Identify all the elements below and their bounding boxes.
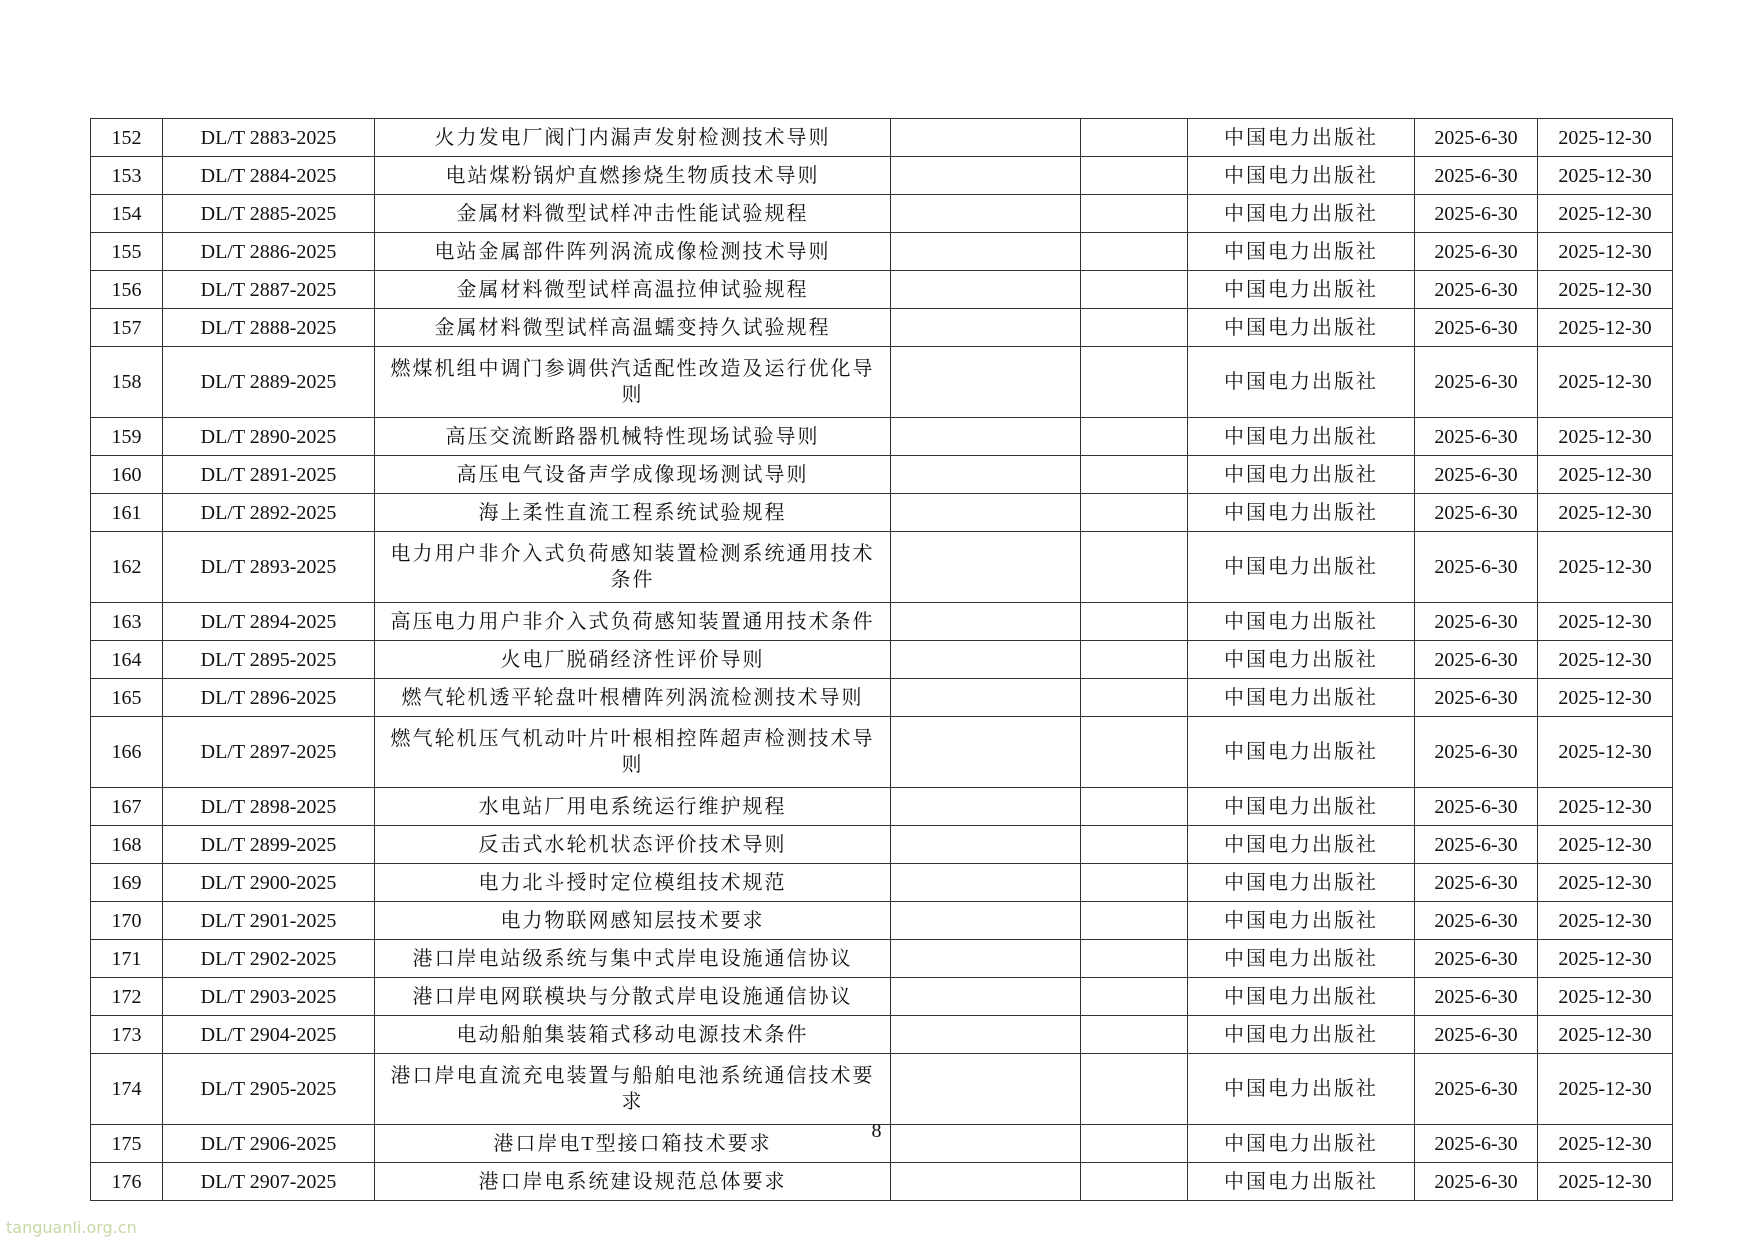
table-row <box>91 641 1673 679</box>
cell-blank-b <box>1081 347 1188 418</box>
table-row <box>91 1054 1673 1125</box>
cell-release-date: 2025-6-30 <box>1415 679 1538 717</box>
cell-publisher: 中国电力出版社 <box>1188 309 1415 347</box>
cell-blank-a <box>891 271 1081 309</box>
cell-number: 163 <box>91 603 163 641</box>
page-number: 8 <box>871 1120 882 1142</box>
cell-publisher: 中国电力出版社 <box>1188 679 1415 717</box>
cell-blank-b <box>1081 195 1188 233</box>
cell-blank-a <box>891 157 1081 195</box>
cell-release-date: 2025-6-30 <box>1415 532 1538 603</box>
table-row <box>91 233 1673 271</box>
cell-standard-code: DL/T 2902-2025 <box>163 940 375 978</box>
table-row <box>91 532 1673 603</box>
cell-effective-date: 2025-12-30 <box>1538 347 1673 418</box>
cell-standard-code: DL/T 2895-2025 <box>163 641 375 679</box>
cell-standard-name: 电动船舶集装箱式移动电源技术条件 <box>375 1016 891 1054</box>
cell-standard-name: 港口岸电直流充电装置与船舶电池系统通信技术要求 <box>375 1054 891 1125</box>
cell-effective-date: 2025-12-30 <box>1538 826 1673 864</box>
cell-blank-b <box>1081 1054 1188 1125</box>
cell-standard-code: DL/T 2886-2025 <box>163 233 375 271</box>
cell-effective-date: 2025-12-30 <box>1538 119 1673 157</box>
cell-publisher: 中国电力出版社 <box>1188 456 1415 494</box>
cell-number: 165 <box>91 679 163 717</box>
cell-blank-a <box>891 456 1081 494</box>
cell-publisher: 中国电力出版社 <box>1188 1163 1415 1201</box>
cell-release-date: 2025-6-30 <box>1415 157 1538 195</box>
table-row <box>91 826 1673 864</box>
cell-publisher: 中国电力出版社 <box>1188 902 1415 940</box>
cell-effective-date: 2025-12-30 <box>1538 717 1673 788</box>
cell-standard-name: 金属材料微型试样高温拉伸试验规程 <box>375 271 891 309</box>
cell-standard-name: 高压电力用户非介入式负荷感知装置通用技术条件 <box>375 603 891 641</box>
cell-standard-name: 反击式水轮机状态评价技术导则 <box>375 826 891 864</box>
cell-blank-b <box>1081 902 1188 940</box>
cell-release-date: 2025-6-30 <box>1415 864 1538 902</box>
cell-effective-date: 2025-12-30 <box>1538 271 1673 309</box>
cell-blank-a <box>891 1163 1081 1201</box>
cell-publisher: 中国电力出版社 <box>1188 195 1415 233</box>
cell-standard-name: 金属材料微型试样冲击性能试验规程 <box>375 195 891 233</box>
cell-publisher: 中国电力出版社 <box>1188 978 1415 1016</box>
cell-release-date: 2025-6-30 <box>1415 309 1538 347</box>
cell-release-date: 2025-6-30 <box>1415 1054 1538 1125</box>
cell-number: 176 <box>91 1163 163 1201</box>
cell-standard-name: 高压交流断路器机械特性现场试验导则 <box>375 418 891 456</box>
cell-effective-date: 2025-12-30 <box>1538 679 1673 717</box>
cell-effective-date: 2025-12-30 <box>1538 532 1673 603</box>
cell-release-date: 2025-6-30 <box>1415 1163 1538 1201</box>
cell-publisher: 中国电力出版社 <box>1188 1054 1415 1125</box>
cell-release-date: 2025-6-30 <box>1415 902 1538 940</box>
table-row <box>91 717 1673 788</box>
cell-effective-date: 2025-12-30 <box>1538 1163 1673 1201</box>
cell-blank-a <box>891 603 1081 641</box>
cell-blank-b <box>1081 1163 1188 1201</box>
table-row <box>91 1016 1673 1054</box>
cell-blank-a <box>891 826 1081 864</box>
cell-standard-name: 电站金属部件阵列涡流成像检测技术导则 <box>375 233 891 271</box>
cell-number: 170 <box>91 902 163 940</box>
cell-number: 152 <box>91 119 163 157</box>
cell-blank-a <box>891 679 1081 717</box>
cell-standard-code: DL/T 2898-2025 <box>163 788 375 826</box>
cell-standard-name: 电力物联网感知层技术要求 <box>375 902 891 940</box>
cell-number: 160 <box>91 456 163 494</box>
table-row <box>91 494 1673 532</box>
cell-publisher: 中国电力出版社 <box>1188 157 1415 195</box>
cell-release-date: 2025-6-30 <box>1415 603 1538 641</box>
cell-effective-date: 2025-12-30 <box>1538 788 1673 826</box>
cell-publisher: 中国电力出版社 <box>1188 940 1415 978</box>
cell-publisher: 中国电力出版社 <box>1188 532 1415 603</box>
cell-publisher: 中国电力出版社 <box>1188 1125 1415 1163</box>
cell-blank-b <box>1081 788 1188 826</box>
cell-blank-a <box>891 1016 1081 1054</box>
cell-standard-name: 电力北斗授时定位模组技术规范 <box>375 864 891 902</box>
cell-blank-b <box>1081 717 1188 788</box>
cell-effective-date: 2025-12-30 <box>1538 603 1673 641</box>
cell-blank-a <box>891 864 1081 902</box>
cell-publisher: 中国电力出版社 <box>1188 864 1415 902</box>
cell-effective-date: 2025-12-30 <box>1538 309 1673 347</box>
cell-blank-b <box>1081 532 1188 603</box>
cell-blank-b <box>1081 494 1188 532</box>
cell-effective-date: 2025-12-30 <box>1538 940 1673 978</box>
cell-publisher: 中国电力出版社 <box>1188 271 1415 309</box>
cell-standard-code: DL/T 2887-2025 <box>163 271 375 309</box>
table-row <box>91 1163 1673 1201</box>
cell-standard-code: DL/T 2897-2025 <box>163 717 375 788</box>
table-row <box>91 418 1673 456</box>
cell-number: 156 <box>91 271 163 309</box>
cell-blank-b <box>1081 679 1188 717</box>
cell-effective-date: 2025-12-30 <box>1538 1125 1673 1163</box>
cell-release-date: 2025-6-30 <box>1415 233 1538 271</box>
cell-blank-a <box>891 494 1081 532</box>
watermark: tanguanli.org.cn <box>6 1218 137 1237</box>
cell-standard-code: DL/T 2896-2025 <box>163 679 375 717</box>
cell-effective-date: 2025-12-30 <box>1538 456 1673 494</box>
cell-blank-b <box>1081 940 1188 978</box>
cell-standard-code: DL/T 2883-2025 <box>163 119 375 157</box>
cell-publisher: 中国电力出版社 <box>1188 233 1415 271</box>
cell-number: 169 <box>91 864 163 902</box>
cell-release-date: 2025-6-30 <box>1415 1125 1538 1163</box>
cell-effective-date: 2025-12-30 <box>1538 233 1673 271</box>
cell-blank-a <box>891 418 1081 456</box>
cell-standard-name: 燃气轮机压气机动叶片叶根相控阵超声检测技术导则 <box>375 717 891 788</box>
table-row <box>91 864 1673 902</box>
table-row <box>91 157 1673 195</box>
cell-number: 159 <box>91 418 163 456</box>
cell-blank-b <box>1081 456 1188 494</box>
standards-table-body <box>91 119 1673 1201</box>
cell-blank-a <box>891 641 1081 679</box>
cell-standard-code: DL/T 2884-2025 <box>163 157 375 195</box>
cell-blank-a <box>891 902 1081 940</box>
cell-publisher: 中国电力出版社 <box>1188 347 1415 418</box>
cell-blank-b <box>1081 418 1188 456</box>
cell-standard-code: DL/T 2907-2025 <box>163 1163 375 1201</box>
cell-standard-code: DL/T 2901-2025 <box>163 902 375 940</box>
cell-blank-b <box>1081 826 1188 864</box>
cell-release-date: 2025-6-30 <box>1415 788 1538 826</box>
cell-number: 154 <box>91 195 163 233</box>
cell-release-date: 2025-6-30 <box>1415 826 1538 864</box>
cell-number: 166 <box>91 717 163 788</box>
cell-effective-date: 2025-12-30 <box>1538 1054 1673 1125</box>
table-row <box>91 119 1673 157</box>
cell-release-date: 2025-6-30 <box>1415 940 1538 978</box>
cell-blank-a <box>891 940 1081 978</box>
cell-release-date: 2025-6-30 <box>1415 456 1538 494</box>
cell-standard-name: 港口岸电网联模块与分散式岸电设施通信协议 <box>375 978 891 1016</box>
table-row <box>91 788 1673 826</box>
table-row <box>91 195 1673 233</box>
cell-effective-date: 2025-12-30 <box>1538 195 1673 233</box>
cell-release-date: 2025-6-30 <box>1415 347 1538 418</box>
cell-blank-b <box>1081 641 1188 679</box>
cell-release-date: 2025-6-30 <box>1415 641 1538 679</box>
cell-number: 164 <box>91 641 163 679</box>
cell-blank-a <box>891 195 1081 233</box>
cell-blank-b <box>1081 309 1188 347</box>
cell-effective-date: 2025-12-30 <box>1538 641 1673 679</box>
cell-effective-date: 2025-12-30 <box>1538 978 1673 1016</box>
cell-standard-code: DL/T 2900-2025 <box>163 864 375 902</box>
cell-blank-a <box>891 717 1081 788</box>
cell-release-date: 2025-6-30 <box>1415 978 1538 1016</box>
cell-blank-a <box>891 978 1081 1016</box>
cell-standard-code: DL/T 2892-2025 <box>163 494 375 532</box>
cell-standard-code: DL/T 2899-2025 <box>163 826 375 864</box>
cell-publisher: 中国电力出版社 <box>1188 418 1415 456</box>
cell-release-date: 2025-6-30 <box>1415 195 1538 233</box>
cell-number: 171 <box>91 940 163 978</box>
cell-blank-a <box>891 788 1081 826</box>
table-row <box>91 271 1673 309</box>
cell-standard-code: DL/T 2893-2025 <box>163 532 375 603</box>
cell-blank-a <box>891 532 1081 603</box>
cell-blank-a <box>891 233 1081 271</box>
cell-standard-code: DL/T 2885-2025 <box>163 195 375 233</box>
cell-number: 172 <box>91 978 163 1016</box>
cell-publisher: 中国电力出版社 <box>1188 119 1415 157</box>
table-row <box>91 603 1673 641</box>
cell-blank-a <box>891 347 1081 418</box>
cell-publisher: 中国电力出版社 <box>1188 641 1415 679</box>
cell-number: 158 <box>91 347 163 418</box>
cell-effective-date: 2025-12-30 <box>1538 864 1673 902</box>
table-row <box>91 679 1673 717</box>
cell-publisher: 中国电力出版社 <box>1188 788 1415 826</box>
cell-effective-date: 2025-12-30 <box>1538 902 1673 940</box>
cell-blank-b <box>1081 864 1188 902</box>
cell-blank-b <box>1081 271 1188 309</box>
cell-number: 157 <box>91 309 163 347</box>
cell-standard-name: 电力用户非介入式负荷感知装置检测系统通用技术条件 <box>375 532 891 603</box>
standards-table <box>90 118 1673 1201</box>
cell-publisher: 中国电力出版社 <box>1188 603 1415 641</box>
cell-standard-name: 电站煤粉锅炉直燃掺烧生物质技术导则 <box>375 157 891 195</box>
cell-blank-a <box>891 309 1081 347</box>
cell-number: 173 <box>91 1016 163 1054</box>
cell-effective-date: 2025-12-30 <box>1538 418 1673 456</box>
cell-blank-b <box>1081 157 1188 195</box>
table-row <box>91 978 1673 1016</box>
table-row <box>91 456 1673 494</box>
cell-standard-code: DL/T 2906-2025 <box>163 1125 375 1163</box>
table-row <box>91 940 1673 978</box>
cell-number: 175 <box>91 1125 163 1163</box>
cell-release-date: 2025-6-30 <box>1415 119 1538 157</box>
cell-standard-code: DL/T 2888-2025 <box>163 309 375 347</box>
cell-standard-name: 港口岸电系统建设规范总体要求 <box>375 1163 891 1201</box>
cell-number: 167 <box>91 788 163 826</box>
cell-publisher: 中国电力出版社 <box>1188 494 1415 532</box>
cell-standard-code: DL/T 2891-2025 <box>163 456 375 494</box>
cell-standard-code: DL/T 2890-2025 <box>163 418 375 456</box>
cell-standard-name: 高压电气设备声学成像现场测试导则 <box>375 456 891 494</box>
cell-release-date: 2025-6-30 <box>1415 717 1538 788</box>
cell-standard-code: DL/T 2903-2025 <box>163 978 375 1016</box>
cell-number: 168 <box>91 826 163 864</box>
cell-publisher: 中国电力出版社 <box>1188 717 1415 788</box>
cell-standard-code: DL/T 2905-2025 <box>163 1054 375 1125</box>
cell-standard-name: 港口岸电站级系统与集中式岸电设施通信协议 <box>375 940 891 978</box>
cell-standard-name: 港口岸电T型接口箱技术要求 <box>375 1125 891 1163</box>
cell-standard-name: 火力发电厂阀门内漏声发射检测技术导则 <box>375 119 891 157</box>
cell-standard-code: DL/T 2894-2025 <box>163 603 375 641</box>
cell-release-date: 2025-6-30 <box>1415 494 1538 532</box>
table-row <box>91 902 1673 940</box>
cell-blank-a <box>891 119 1081 157</box>
cell-effective-date: 2025-12-30 <box>1538 494 1673 532</box>
cell-blank-b <box>1081 119 1188 157</box>
cell-standard-code: DL/T 2904-2025 <box>163 1016 375 1054</box>
cell-standard-name: 海上柔性直流工程系统试验规程 <box>375 494 891 532</box>
cell-number: 155 <box>91 233 163 271</box>
cell-number: 174 <box>91 1054 163 1125</box>
table-row <box>91 309 1673 347</box>
cell-release-date: 2025-6-30 <box>1415 1016 1538 1054</box>
cell-blank-a <box>891 1054 1081 1125</box>
cell-blank-b <box>1081 978 1188 1016</box>
cell-standard-name: 燃气轮机透平轮盘叶根槽阵列涡流检测技术导则 <box>375 679 891 717</box>
cell-standard-name: 金属材料微型试样高温蠕变持久试验规程 <box>375 309 891 347</box>
cell-standard-name: 水电站厂用电系统运行维护规程 <box>375 788 891 826</box>
cell-blank-b <box>1081 233 1188 271</box>
cell-number: 161 <box>91 494 163 532</box>
cell-standard-name: 燃煤机组中调门参调供汽适配性改造及运行优化导则 <box>375 347 891 418</box>
cell-number: 153 <box>91 157 163 195</box>
cell-publisher: 中国电力出版社 <box>1188 1016 1415 1054</box>
table-row <box>91 347 1673 418</box>
cell-effective-date: 2025-12-30 <box>1538 1016 1673 1054</box>
cell-blank-b <box>1081 603 1188 641</box>
cell-standard-name: 火电厂脱硝经济性评价导则 <box>375 641 891 679</box>
cell-publisher: 中国电力出版社 <box>1188 826 1415 864</box>
cell-release-date: 2025-6-30 <box>1415 271 1538 309</box>
cell-number: 162 <box>91 532 163 603</box>
cell-blank-b <box>1081 1016 1188 1054</box>
cell-release-date: 2025-6-30 <box>1415 418 1538 456</box>
cell-effective-date: 2025-12-30 <box>1538 157 1673 195</box>
cell-standard-code: DL/T 2889-2025 <box>163 347 375 418</box>
